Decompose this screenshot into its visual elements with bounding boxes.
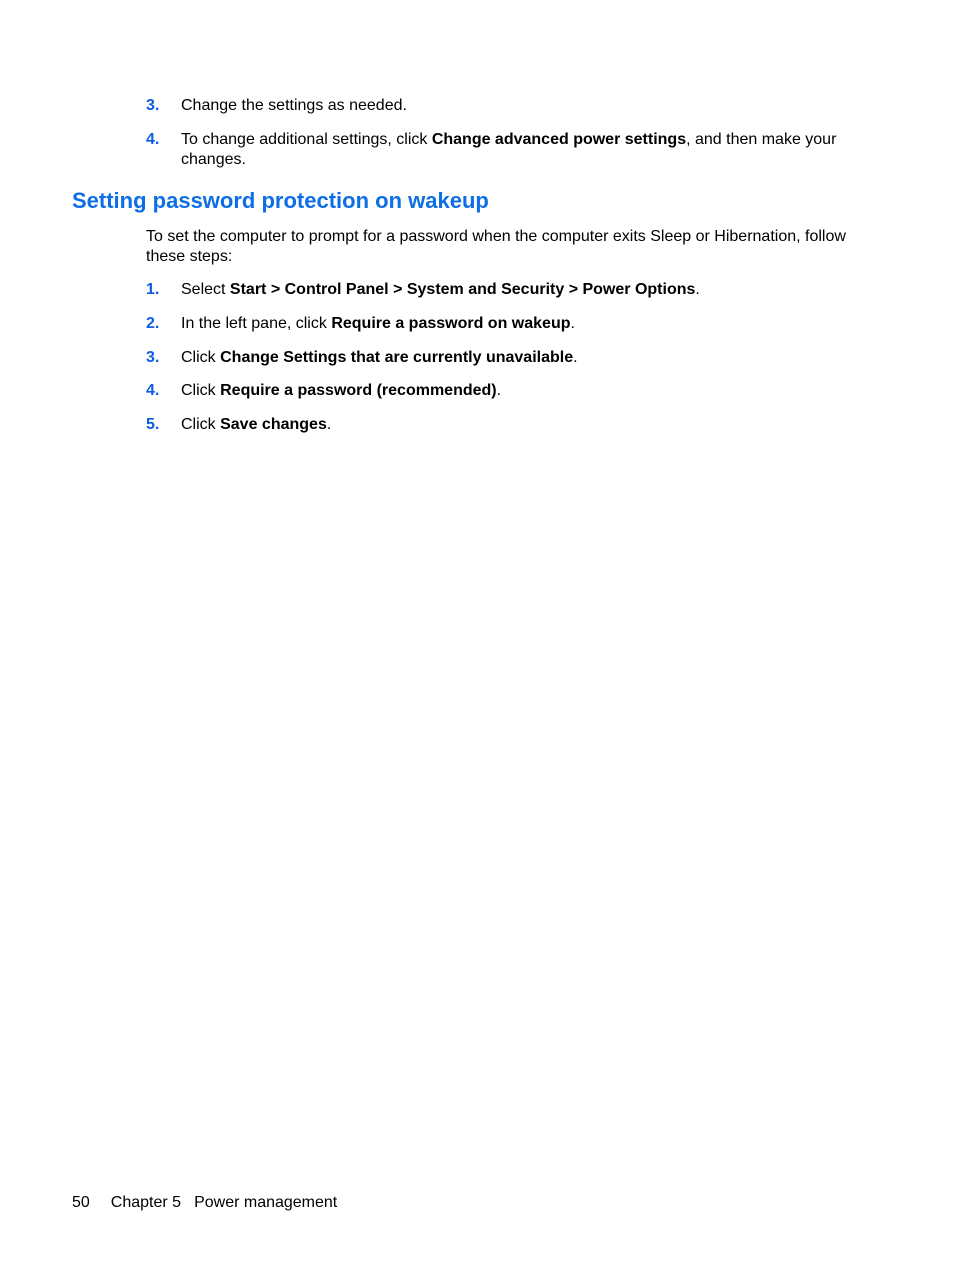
page-number: 50 <box>72 1194 90 1211</box>
step-text-bold: Save changes <box>220 416 327 433</box>
step-text <box>181 314 866 334</box>
step-text-pre: Select <box>181 281 230 298</box>
list-item-step-2 <box>146 314 866 334</box>
footer-chapter: Chapter 5 <box>110 1194 182 1211</box>
step-text-pre: Click <box>181 349 221 366</box>
step-text-bold: Change advanced power settings <box>431 131 687 148</box>
list-item-step-1 <box>146 280 866 300</box>
step-text-pre: Click <box>181 382 221 399</box>
intro-paragraph: To set the computer to prompt for a password when the computer exits Sleep or Hibernation, follow these steps: <box>146 228 846 265</box>
step-text <box>181 280 866 300</box>
section-heading: Setting password protection on wakeup <box>72 188 489 213</box>
step-text-bold: Change Settings that are currently unavailable <box>220 349 574 366</box>
step-text-post: . <box>496 382 502 399</box>
step-text-post: . <box>326 416 332 433</box>
step-number: 2. <box>146 315 160 332</box>
step-text-bold: Start > Control Panel > System and Security > Power Options <box>229 281 696 298</box>
step-text-pre: To change additional settings, click <box>181 131 432 148</box>
step-number: 3. <box>146 97 160 114</box>
step-text <box>181 96 866 116</box>
step-text <box>181 348 866 368</box>
step-text-pre: Click <box>181 416 221 433</box>
step-text <box>181 130 866 170</box>
step-text-post: . <box>695 281 700 298</box>
step-number: 3. <box>146 349 160 366</box>
list-item-step-5 <box>146 415 866 435</box>
step-text-post: . <box>570 315 575 332</box>
step-text-post: , and then make your changes. <box>181 131 837 168</box>
step-number: 4. <box>146 131 160 148</box>
step-text <box>181 381 866 401</box>
list-item-step-4 <box>146 381 866 401</box>
list-item-step-3-continued <box>146 96 866 116</box>
step-number: 5. <box>146 416 160 433</box>
step-number: 1. <box>146 281 160 298</box>
step-text-pre: In the left pane, click <box>181 315 332 332</box>
list-item-step-4-continued <box>146 130 866 170</box>
step-text-bold: Require a password on wakeup <box>331 315 571 332</box>
footer-chapter-title: Power management <box>194 1194 338 1211</box>
step-number: 4. <box>146 382 160 399</box>
list-item-step-3 <box>146 348 866 368</box>
step-text-post: . <box>573 349 578 366</box>
step-text-pre: Change the settings as needed. <box>181 97 407 114</box>
page-footer <box>72 1193 337 1213</box>
step-text-bold: Require a password (recommended) <box>220 382 497 399</box>
step-text <box>181 415 866 435</box>
